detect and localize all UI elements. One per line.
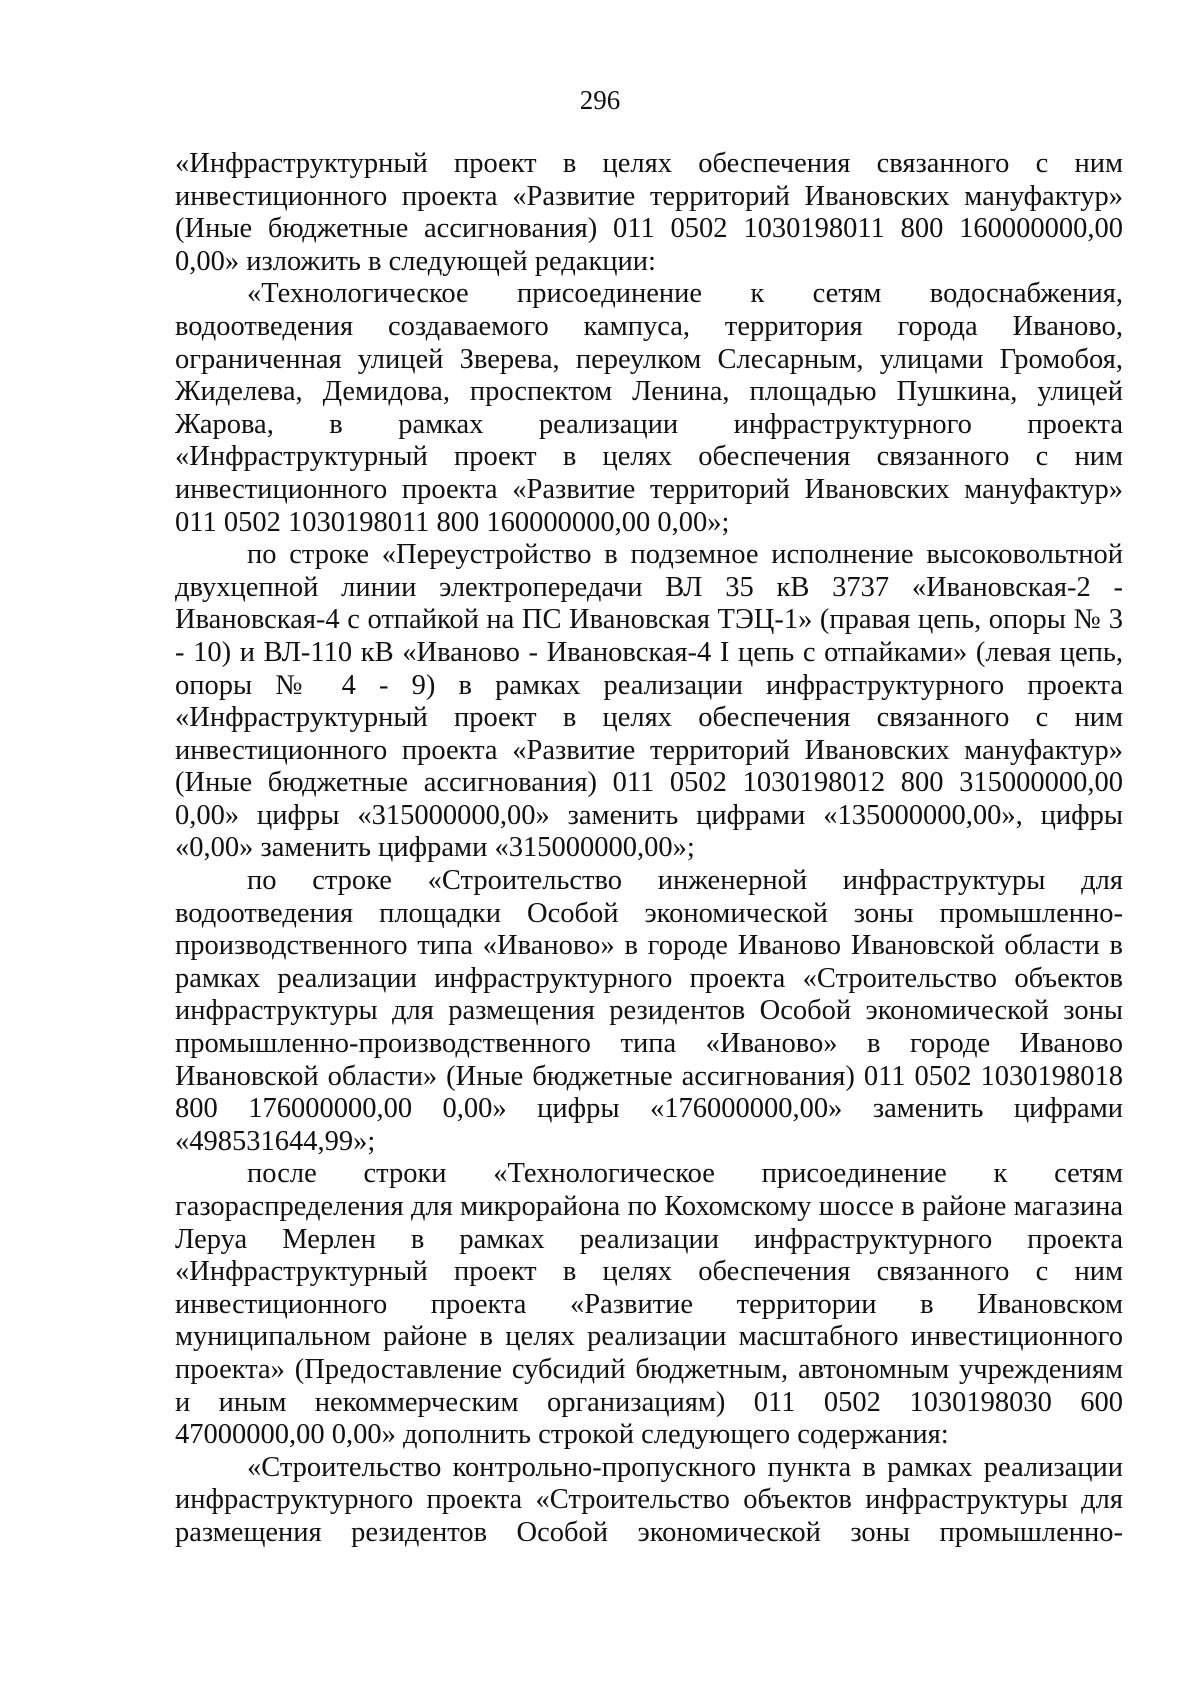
page-number: 296: [579, 85, 621, 115]
paragraph-2: «Технологическое присоединение к сетям водоснабжения, водоотведения создаваемого кампуса, территория города Иваново, ограниченная улицей Зверева, переулком Слесарным, улицами Громобоя, Жиделева, Демидова, проспектом Ленина, площадью Пушкина, улицей Жарова, в рамках реализации инфраструктурного проекта «Инфраструктурный проект в целях обеспечения связанного с ним инвестиционного проекта «Развитие территорий Ивановских мануфактур» 011 0502 1030198011 800 160000000,00 0,00»;: [175, 278, 1123, 538]
paragraph-1: «Инфраструктурный проект в целях обеспечения связанного с ним инвестиционного проекта «Развитие территорий Ивановских мануфактур» (Иные бюджетные ассигнования) 011 0502 1030198011 800 160000000,00 0,00» изложить в следующей редакции:: [175, 148, 1123, 277]
paragraph-5: после строки «Технологическое присоединение к сетям газораспределения для микрорайона по Кохомскому шоссе в районе магазина Леруа Мерлен в рамках реализации инфраструктурного проекта «Инфраструктурный проект в целях обеспечения связанного с ним инвестиционного проекта «Развитие территории в Ивановском муниципальном районе в целях реализации масштабного инвестиционного проекта» (Предоставление субсидий бюджетным, автономным учреждениям и иным некоммерческим организациям) 011 0502 1030198030 600 47000000,00 0,00» дополнить строкой следующего содержания:: [175, 1158, 1123, 1451]
document-body: [175, 148, 1123, 1550]
paragraph-4: по строке «Строительство инженерной инфраструктуры для водоотведения площадки Особой экономической зоны промышленно-производственного типа «Иваново» в городе Иваново Ивановской области в рамках реализации инфраструктурного проекта «Строительство объектов инфраструктуры для размещения резидентов Особой экономической зоны промышленно-производственного типа «Иваново» в городе Иваново Ивановской области» (Иные бюджетные ассигнования) 011 0502 1030198018 800 176000000,00 0,00» цифры «176000000,00» заменить цифрами «498531644,99»;: [175, 865, 1123, 1157]
paragraph-6: «Строительство контрольно-пропускного пункта в рамках реализации инфраструктурного проекта «Строительство объектов инфраструктуры для размещения резидентов Особой экономической зоны промышленно-: [175, 1451, 1123, 1548]
paragraph-3: по строке «Переустройство в подземное исполнение высоковольтной двухцепной линии электропередачи ВЛ 35 кВ 3737 «Ивановская-2 - Ивановская-4 с отпайкой на ПС Ивановская ТЭЦ-1» (правая цепь, опоры № 3 - 10) и ВЛ-110 кВ «Иваново - Ивановская-4 I цепь с отпайками» (левая цепь, опоры № 4 - 9) в рамках реализации инфраструктурного проекта «Инфраструктурный проект в целях обеспечения связанного с ним инвестиционного проекта «Развитие территорий Ивановских мануфактур» (Иные бюджетные ассигнования) 011 0502 1030198012 800 315000000,00 0,00» цифры «315000000,00» заменить цифрами «135000000,00», цифры «0,00» заменить цифрами «315000000,00»;: [175, 539, 1123, 864]
